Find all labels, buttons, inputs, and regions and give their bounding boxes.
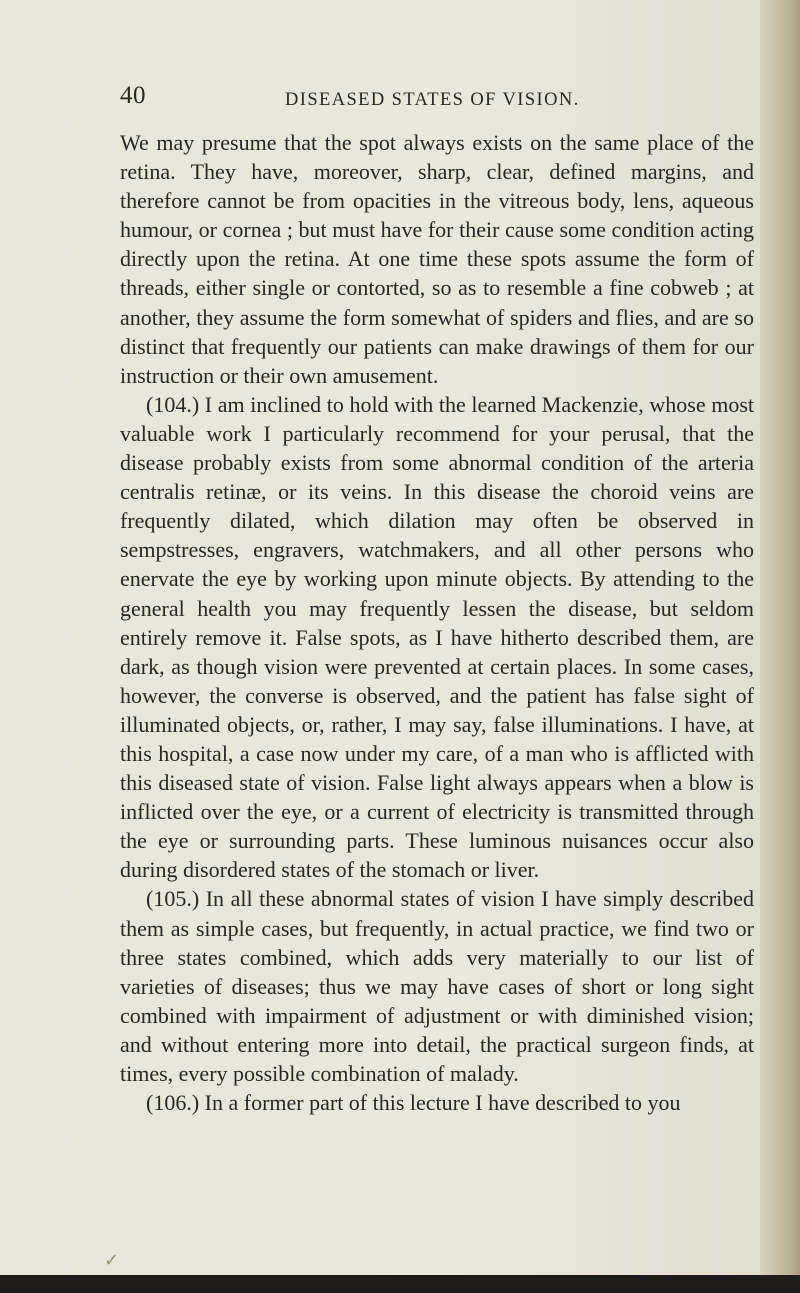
paragraph-106: (106.) In a former part of this lecture I have described to you [146,1090,681,1116]
running-title: DISEASED STATES OF VISION. [285,90,580,110]
paragraph: We may presume that the spot always exists on the same place of the retina. They have, moreover, sharp, clear, defined margins, and therefore cannot be from opacities in the vitreous body, lens, aqueous humour, or cornea ; but must have for their cause some condition acting directly upon the retina. At one time these spots assume the form of threads, either single or contorted, so as to resemble a fine cobweb ; at another, they assume the form somewhat of spiders and flies, and are so distinct that frequently our patients can make drawings of them for our instruction or their own amusement. [120,130,754,388]
pencil-tick-mark: ✓ [104,1250,120,1270]
paragraph-104: (104.) I am inclined to hold with the learned Mackenzie, whose most valuable work I particularly recommend for your perusal, that the disease probably exists from some abnormal condition of the arteria centralis retinæ, or its veins. In this disease the choroid veins are frequently dilated, which dilation may often be observed in sempstresses, engravers, watchmakers, and all other persons who enervate the eye by working upon minute objects. By attending to the general health you may frequently lessen the disease, but seldom entirely remove it. False spots, as I have hitherto described them, are dark, as though vision were prevented at certain places. In some cases, however, the converse is observed, and the patient has false sight of illuminated objects, or, rather, I may say, false illuminations. I have, at this hospital, a case now under my care, of a man who is afflicted with this diseased state of vision. False light always appears when a blow is inflicted over the eye, or a current of electricity is transmitted through the eye or surrounding parts. These luminous nuisances occur also during disordered states of the stomach or liver. [120,391,754,883]
page-number: 40 [120,82,146,109]
bottom-scan-border [0,1275,800,1293]
page-header [120,82,760,116]
page-edge-shadow [760,0,800,1293]
body-text [120,128,754,1117]
paragraph-105: (105.) In all these abnormal states of vision I have simply described them as simple cases, but frequently, in actual practice, we find two or three states combined, which adds very materially to our list of varieties of diseases; thus we may have cases of short or long sight combined with impairment of adjustment or with diminished vision; and without entering more into detail, the practical surgeon finds, at times, every possible combination of malady. [120,886,754,1086]
